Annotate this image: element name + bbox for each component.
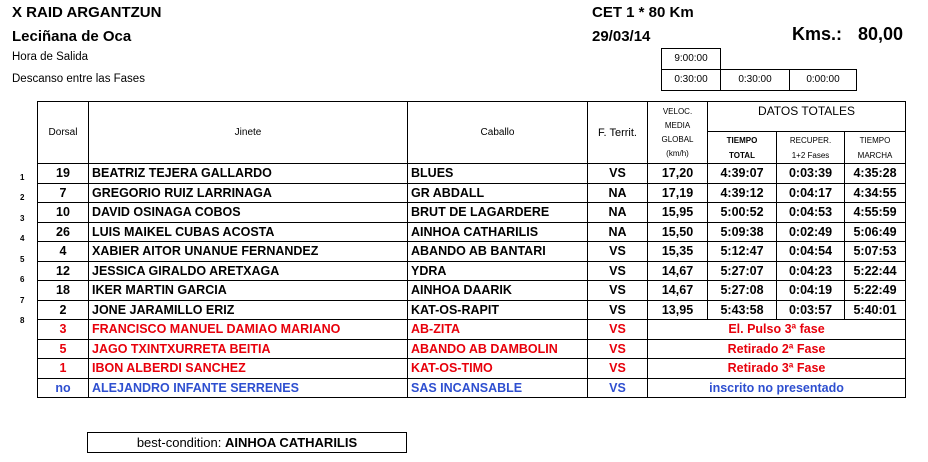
rider-cell: JONE JARAMILLO ERIZ xyxy=(89,300,408,320)
territory-cell: VS xyxy=(588,320,648,340)
dorsal-cell: 12 xyxy=(38,261,89,281)
march-time-cell: 5:06:49 xyxy=(845,222,906,242)
dorsal-cell: 2 xyxy=(38,300,89,320)
totals-header: DATOS TOTALES xyxy=(708,102,906,132)
row-number: 8 xyxy=(20,316,25,325)
rider-cell: GREGORIO RUIZ LARRINAGA xyxy=(89,183,408,203)
dorsal-cell: 7 xyxy=(38,183,89,203)
march-time-header xyxy=(845,132,906,164)
total-time-cell: 4:39:12 xyxy=(708,183,777,203)
horse-cell: AINHOA DAARIK xyxy=(408,281,588,301)
horse-cell: SAS INCANSABLE xyxy=(408,378,588,398)
recovery-cell: 0:04:19 xyxy=(777,281,845,301)
total-time-cell: 5:27:08 xyxy=(708,281,777,301)
territory-cell: NA xyxy=(588,183,648,203)
recovery-cell: 0:04:23 xyxy=(777,261,845,281)
recovery-cell: 0:04:53 xyxy=(777,203,845,223)
row-number: 2 xyxy=(20,193,25,202)
dorsal-cell: no xyxy=(38,378,89,398)
table-row xyxy=(38,222,906,242)
speed-cell: 13,95 xyxy=(648,300,708,320)
rider-cell: JAGO TXINTXURRETA BEITIA xyxy=(89,339,408,359)
recovery-cell: 0:04:54 xyxy=(777,242,845,262)
march-time-cell: 4:55:59 xyxy=(845,203,906,223)
horse-cell: ABANDO AB DAMBOLIN xyxy=(408,339,588,359)
speed-header-l4: (km/h) xyxy=(666,148,689,158)
table-row xyxy=(38,300,906,320)
horse-cell: BLUES xyxy=(408,164,588,184)
event-location: Leciñana de Oca xyxy=(12,28,132,45)
total-time-l1: TIEMPO xyxy=(726,135,758,145)
dorsal-cell: 3 xyxy=(38,320,89,340)
row-number: 6 xyxy=(20,275,25,284)
territory-cell: VS xyxy=(588,339,648,359)
rider-cell: ALEJANDRO INFANTE SERRENES xyxy=(89,378,408,398)
total-time-cell: 5:00:52 xyxy=(708,203,777,223)
table-row xyxy=(38,339,906,359)
kms-label: Kms.: xyxy=(792,24,843,44)
rest-label: Descanso entre las Fases xyxy=(12,73,145,85)
best-condition-box xyxy=(87,432,407,453)
start-time-label: Hora de Salida xyxy=(12,51,89,63)
total-time-cell: 5:09:38 xyxy=(708,222,777,242)
speed-cell: 17,19 xyxy=(648,183,708,203)
col-dorsal-header: Dorsal xyxy=(38,102,89,164)
speed-cell: 15,50 xyxy=(648,222,708,242)
recovery-l2: 1+2 Fases xyxy=(791,150,830,160)
territory-cell: VS xyxy=(588,242,648,262)
dorsal-cell: 1 xyxy=(38,359,89,379)
dorsal-cell: 5 xyxy=(38,339,89,359)
table-row xyxy=(38,164,906,184)
total-time-l2: TOTAL xyxy=(729,150,755,160)
total-time-cell: 5:27:07 xyxy=(708,261,777,281)
speed-cell: 15,35 xyxy=(648,242,708,262)
col-speed-header xyxy=(648,102,708,164)
dorsal-cell: 19 xyxy=(38,164,89,184)
march-time-cell: 4:34:55 xyxy=(845,183,906,203)
horse-cell: GR ABDALL xyxy=(408,183,588,203)
recovery-cell: 0:02:49 xyxy=(777,222,845,242)
horse-cell: ABANDO AB BANTARI xyxy=(408,242,588,262)
rider-cell: JESSICA GIRALDO ARETXAGA xyxy=(89,261,408,281)
march-time-l1: TIEMPO xyxy=(859,135,891,145)
speed-header-l2: MEDIA xyxy=(664,120,691,130)
event-date: 29/03/14 xyxy=(592,28,651,45)
start-time-box: 9:00:00 xyxy=(661,48,721,70)
horse-cell: YDRA xyxy=(408,261,588,281)
march-time-cell: 5:22:44 xyxy=(845,261,906,281)
row-number: 3 xyxy=(20,214,25,223)
recovery-cell: 0:03:39 xyxy=(777,164,845,184)
march-time-l2: MARCHA xyxy=(857,150,893,160)
rest-time-2: 0:30:00 xyxy=(720,69,790,91)
rider-cell: BEATRIZ TEJERA GALLARDO xyxy=(89,164,408,184)
territory-cell: VS xyxy=(588,281,648,301)
territory-cell: VS xyxy=(588,378,648,398)
table-row xyxy=(38,281,906,301)
status-cell: inscrito no presentado xyxy=(648,378,906,398)
rider-cell: DAVID OSINAGA COBOS xyxy=(89,203,408,223)
col-territory-header: F. Territ. xyxy=(588,102,648,164)
march-time-cell: 5:07:53 xyxy=(845,242,906,262)
row-number: 1 xyxy=(20,173,25,182)
dorsal-cell: 4 xyxy=(38,242,89,262)
rider-cell: FRANCISCO MANUEL DAMIAO MARIANO xyxy=(89,320,408,340)
row-number: 5 xyxy=(20,255,25,264)
territory-cell: NA xyxy=(588,203,648,223)
rest-time-1: 0:30:00 xyxy=(661,69,721,91)
dorsal-cell: 26 xyxy=(38,222,89,242)
row-number: 7 xyxy=(20,296,25,305)
best-condition-label: best-condition: xyxy=(136,435,222,450)
kms-value: 80,00 xyxy=(858,24,904,44)
dorsal-cell: 10 xyxy=(38,203,89,223)
horse-cell: AB-ZITA xyxy=(408,320,588,340)
dorsal-cell: 18 xyxy=(38,281,89,301)
recovery-cell: 0:03:57 xyxy=(777,300,845,320)
horse-cell: KAT-OS-TIMO xyxy=(408,359,588,379)
table-row xyxy=(38,320,906,340)
total-time-cell: 5:12:47 xyxy=(708,242,777,262)
recovery-l1: RECUPER. xyxy=(789,135,832,145)
event-title: X RAID ARGANTZUN xyxy=(12,4,162,21)
march-time-cell: 4:35:28 xyxy=(845,164,906,184)
total-time-cell: 5:43:58 xyxy=(708,300,777,320)
speed-cell: 17,20 xyxy=(648,164,708,184)
total-time-cell: 4:39:07 xyxy=(708,164,777,184)
table-row xyxy=(38,203,906,223)
results-table xyxy=(37,101,906,398)
table-row xyxy=(38,242,906,262)
recovery-header xyxy=(777,132,845,164)
table-row xyxy=(38,359,906,379)
territory-cell: VS xyxy=(588,164,648,184)
recovery-cell: 0:04:17 xyxy=(777,183,845,203)
rider-cell: IBON ALBERDI SANCHEZ xyxy=(89,359,408,379)
rest-time-3: 0:00:00 xyxy=(789,69,857,91)
table-row xyxy=(38,378,906,398)
table-row xyxy=(38,183,906,203)
speed-cell: 14,67 xyxy=(648,281,708,301)
speed-cell: 14,67 xyxy=(648,261,708,281)
territory-cell: VS xyxy=(588,300,648,320)
horse-cell: BRUT DE LAGARDERE xyxy=(408,203,588,223)
territory-cell: VS xyxy=(588,359,648,379)
status-cell: Retirado 3ª Fase xyxy=(648,359,906,379)
rider-cell: LUIS MAIKEL CUBAS ACOSTA xyxy=(89,222,408,242)
march-time-cell: 5:22:49 xyxy=(845,281,906,301)
row-number: 4 xyxy=(20,234,25,243)
table-row xyxy=(38,261,906,281)
status-cell: Retirado 2ª Fase xyxy=(648,339,906,359)
rider-cell: IKER MARTIN GARCIA xyxy=(89,281,408,301)
horse-cell: KAT-OS-RAPIT xyxy=(408,300,588,320)
territory-cell: VS xyxy=(588,261,648,281)
col-horse-header: Caballo xyxy=(408,102,588,164)
event-category: CET 1 * 80 Km xyxy=(592,4,694,21)
col-rider-header: Jinete xyxy=(89,102,408,164)
territory-cell: NA xyxy=(588,222,648,242)
rider-cell: XABIER AITOR UNANUE FERNANDEZ xyxy=(89,242,408,262)
march-time-cell: 5:40:01 xyxy=(845,300,906,320)
horse-cell: AINHOA CATHARILIS xyxy=(408,222,588,242)
total-time-header xyxy=(708,132,777,164)
speed-cell: 15,95 xyxy=(648,203,708,223)
status-cell: El. Pulso 3ª fase xyxy=(648,320,906,340)
best-condition-horse: AINHOA CATHARILIS xyxy=(225,435,358,450)
speed-header-l3: GLOBAL xyxy=(661,134,694,144)
speed-header-l1: VELOC. xyxy=(662,106,693,116)
